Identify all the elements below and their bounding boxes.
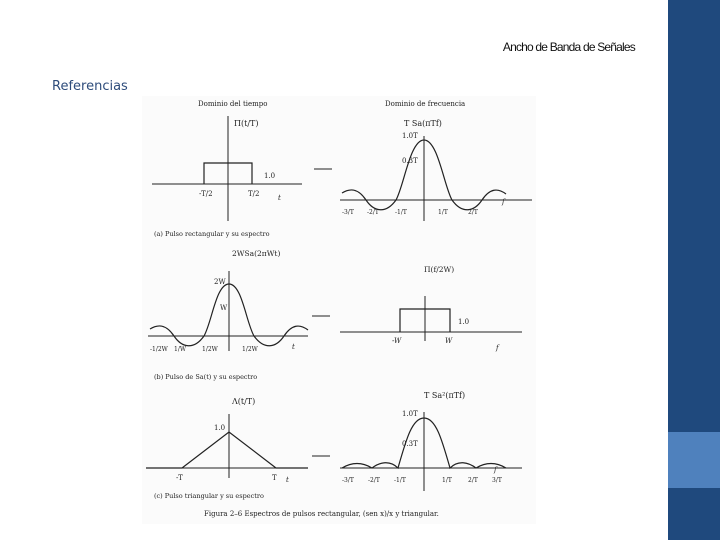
row-b-level-2w: 2W <box>214 278 226 286</box>
row-b-f-tick-2: W <box>445 337 453 345</box>
row-c-level-1: 1.0 <box>214 424 226 432</box>
row-c-t-tick-1: -T <box>176 474 183 482</box>
row-c-f-tick-5: 2/T <box>468 477 478 484</box>
row-a-caption: (a) Pulso rectangular y su espectro <box>154 230 270 238</box>
row-a-level-03: 0.3T <box>402 157 418 165</box>
row-a-f-tick-1: -3/T <box>342 209 354 216</box>
row-c-level-03: 0.3T <box>402 440 418 448</box>
figure-svg <box>142 96 536 524</box>
row-a-f-tick-2: -2/T <box>367 209 379 216</box>
row-c-caption: (c) Pulso triangular y su espectro <box>154 492 264 500</box>
section-label: Referencias <box>52 79 128 94</box>
figure-spectra <box>142 96 536 524</box>
row-c-f-tick-1: -3/T <box>342 477 354 484</box>
row-c-f-tick-6: 3/T <box>492 477 502 484</box>
row-b-level-1: 1.0 <box>458 318 470 326</box>
row-b-t-tick-4: 1/2W <box>242 346 258 353</box>
row-a-f-tick-5: 2/T <box>468 209 478 216</box>
row-b-t-tick-2: 1/W <box>174 346 187 353</box>
row-b-t-tick-1: -1/2W <box>150 346 168 353</box>
row-a-t-tick-2: T/2 <box>248 190 260 198</box>
sidebar-accent-dark <box>668 488 720 540</box>
row-c-freq-func: T Sa²(πTf) <box>424 391 466 400</box>
row-b-t-tick-3: 1/2W <box>202 346 218 353</box>
row-c-triangle-pulse <box>146 432 308 468</box>
row-a-axis-f: f <box>502 198 505 206</box>
row-a-f-tick-3: -1/T <box>395 209 407 216</box>
row-c-axis-t: t <box>286 476 289 484</box>
row-b-freq-func: Π(f/2W) <box>424 265 455 274</box>
row-a-f-tick-4: 1/T <box>438 209 448 216</box>
row-c-t-tick-2: T <box>272 474 277 482</box>
row-b-time-func: 2WSa(2πWt) <box>232 249 281 258</box>
row-c-f-tick-3: -1/T <box>394 477 406 484</box>
figure-caption: Figura 2–6 Espectros de pulsos rectangular, (sen x)/x y triangular. <box>204 510 439 518</box>
row-a-axis-t: t <box>278 194 281 202</box>
row-a-level-1: 1.0 <box>264 172 276 180</box>
row-a-freq-func: T Sa(πTf) <box>404 119 442 128</box>
row-b-f-tick-1: -W <box>392 337 402 345</box>
row-b-caption: (b) Pulso de Sa(t) y su espectro <box>154 373 258 381</box>
row-a-time-func: Π(t/T) <box>234 119 259 128</box>
header-time: Dominio del tiempo <box>198 100 268 108</box>
row-a-t-tick-1: -T/2 <box>199 190 213 198</box>
sidebar-divider <box>666 0 668 540</box>
row-b-level-w: W <box>220 304 228 312</box>
row-c-level-peak: 1.0T <box>402 410 418 418</box>
row-b-axis-t: t <box>292 343 295 351</box>
row-c-f-tick-2: -2/T <box>368 477 380 484</box>
slide-title: Ancho de Banda de Señales <box>502 40 635 54</box>
sidebar-accent-light <box>668 432 720 488</box>
row-c-axis-f: f <box>494 466 497 474</box>
row-c-time-func: Λ(t/T) <box>232 397 256 406</box>
row-a-level-peak: 1.0T <box>402 132 418 140</box>
header-freq: Dominio de frecuencia <box>385 100 466 108</box>
row-c-f-tick-4: 1/T <box>442 477 452 484</box>
row-b-axis-f: f <box>496 344 499 352</box>
